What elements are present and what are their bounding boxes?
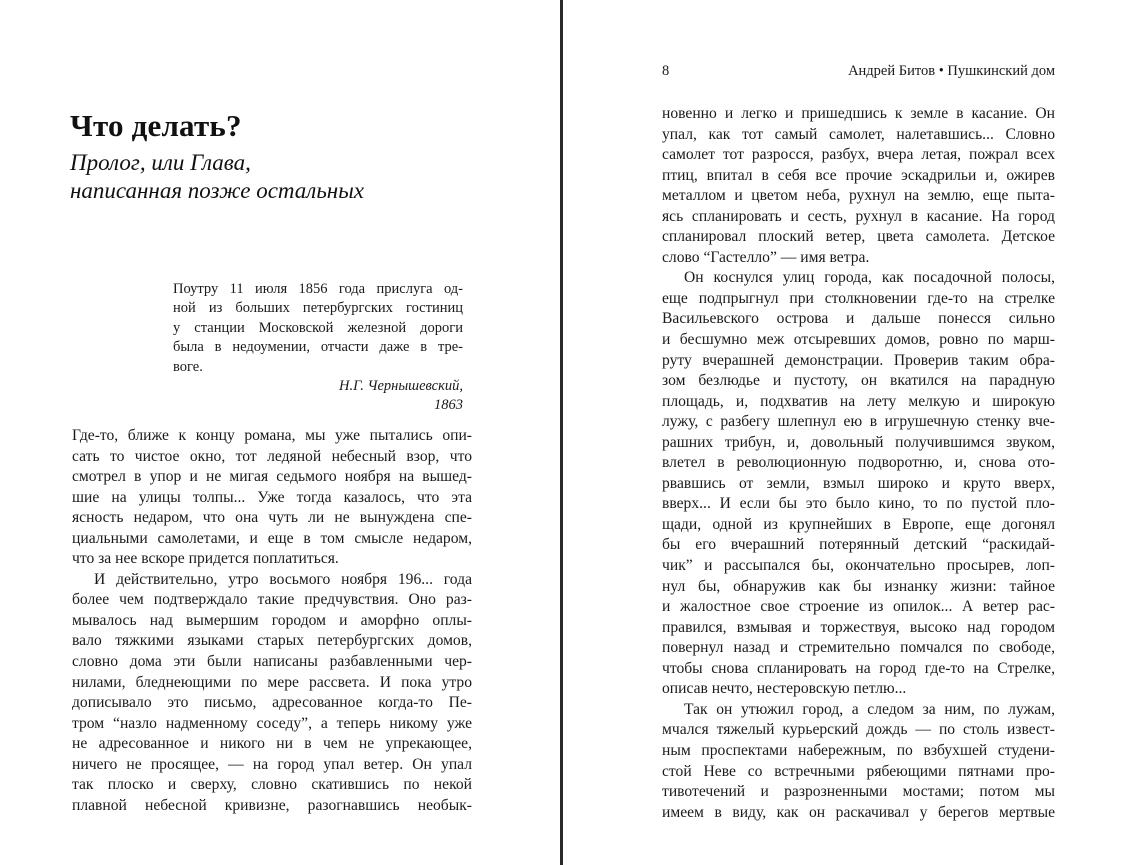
text-line: плавной небесной кривизне, разогнавшись необык- bbox=[72, 796, 472, 814]
text-line: птиц, впитал в себя все прочие эскадрильи и, ожирев bbox=[662, 166, 1055, 184]
text-line: и бесшумно меж отсыревших домов, ровно по марш- bbox=[662, 331, 1055, 349]
text-line: спланировал плоский ветер, цвета самолета. Детское bbox=[662, 228, 1055, 246]
text-line: вало тяжкими языками старых петербургских домов, bbox=[72, 632, 472, 650]
text-line: И действительно, утро восьмого ноября 196... года bbox=[94, 570, 472, 588]
text-line: ясь спланировать и сесть, рухнул в касание. На город bbox=[662, 207, 1055, 225]
text-line: слово “Гастелло” — имя ветра. bbox=[662, 248, 870, 266]
text-line: площадь, и, подхватив на лету мелкую и широкую bbox=[662, 392, 1055, 410]
text-line: ничего не просящее, — на город упал ветер. Он упал bbox=[72, 755, 472, 773]
text-line: словно дома эти были написаны разбавленными чер- bbox=[72, 653, 472, 671]
epigraph-author: Н.Г. Чернышевский, bbox=[338, 378, 463, 395]
subtitle-line: написанная позже остальных bbox=[70, 178, 364, 203]
text-line: рашних трибун, и, довольный получившимся звуком, bbox=[662, 433, 1055, 451]
text-line: металлом и цветом неба, рухнул на землю, еще пыта- bbox=[662, 187, 1055, 205]
epigraph-line: Поутру 11 июля 1856 года прислуга од- bbox=[173, 281, 463, 297]
text-line: Васильевского острова и дальше понесся сильно bbox=[662, 310, 1055, 328]
text-line: циальными самолетами, и еще в том смысле недаром, bbox=[72, 529, 472, 547]
body-text-left bbox=[72, 426, 472, 816]
text-line: тивотечений и разрозненными мостами; потом мы bbox=[662, 783, 1055, 801]
text-line: дописывало это письмо, адресованное когда-то Пе- bbox=[72, 694, 472, 712]
text-line: ясность недаром, что она чуть ли не вынуждена спе- bbox=[72, 509, 472, 527]
text-line: новенно и легко и пришедшись к земле в касание. Он bbox=[662, 105, 1055, 122]
text-line: бы его вчерашний потерянный детский “раскидай- bbox=[662, 536, 1055, 554]
text-line: зом безлюдье и пустоту, он вкатился на парадную bbox=[662, 372, 1055, 390]
text-line: нул бы, обнаружив как бы изнанку жизни: тайное bbox=[662, 577, 1055, 595]
text-line: стой Неве со встречными рябеющими пятнами про- bbox=[662, 762, 1055, 780]
text-line: имеем в виду, как он раскачивал у берегов мертвые bbox=[662, 803, 1055, 821]
text-line: шие на улицы толпы... Уже тогда казалось, что эта bbox=[72, 488, 472, 506]
subtitle-line: Пролог, или Глава, bbox=[70, 150, 251, 175]
text-line: вверх... И если бы это было кино, то по пустой пло- bbox=[662, 495, 1055, 513]
text-line: смотрел в упор и не мигая седьмого ноября на вышед- bbox=[72, 468, 472, 486]
text-line: что за нее вскоре придется поплатиться. bbox=[72, 550, 339, 568]
text-line: чтобы снова спланировать на город где-то на Стрелке, bbox=[662, 659, 1055, 677]
epigraph-line: воге. bbox=[173, 358, 203, 375]
text-line: Он коснулся улиц города, как посадочной полосы, bbox=[684, 269, 1055, 287]
text-line: Где-то, ближе к концу романа, мы уже пытались опи- bbox=[72, 427, 472, 444]
body-text-right bbox=[662, 104, 1055, 823]
text-line: правился, взмывая и торжествуя, высоко над городом bbox=[662, 618, 1055, 636]
epigraph-year: 1863 bbox=[434, 397, 463, 414]
text-line: упал, как тот самый самолет, налетавшись... Словно bbox=[662, 125, 1055, 143]
right-page bbox=[563, 0, 1125, 865]
left-page bbox=[0, 0, 560, 865]
text-line: нилами, бледнеющими по мере рассвета. И пока утро bbox=[72, 673, 472, 691]
epigraph-line: ной из больших петербургских гостиниц bbox=[173, 300, 463, 317]
text-line: Так он утюжил город, а следом за ним, по лужам, bbox=[684, 700, 1055, 718]
text-line: не адресованное и никого ни в чем не упрекающее, bbox=[72, 735, 472, 753]
text-line: лужу, с разбегу шлепнул ею в игрушечную стенку вче- bbox=[662, 413, 1055, 431]
text-line: еще подпрыгнул при столкновении где-то на стрелке bbox=[662, 289, 1055, 307]
text-line: мывалось над вымершим городом и аморфно оплы- bbox=[72, 611, 472, 629]
text-line: щади, одной из крупнейших в Европе, еще догонял bbox=[662, 515, 1055, 533]
text-line: тром “назло надменному соседу”, а теперь никому уже bbox=[72, 714, 472, 732]
epigraph-line: у станции Московской железной дороги bbox=[173, 319, 463, 336]
text-line: и жалостное свое строение из опилок... А ветер рас- bbox=[662, 598, 1055, 616]
text-line: сать то чистое окно, тот ледяной небесный взор, что bbox=[72, 447, 472, 465]
epigraph-line: была в недоумении, отчасти даже в тре- bbox=[173, 339, 463, 356]
text-line: самолет тот разросся, разбух, вчера летая, пожрал всех bbox=[662, 146, 1055, 164]
text-line: чик” и рассыпался бы, окончательно просырев, лоп- bbox=[662, 557, 1055, 575]
running-title: Андрей Битов • Пушкинский дом bbox=[848, 63, 1055, 79]
text-line: так плоско и сверху, словно скатившись по некой bbox=[72, 776, 472, 794]
text-line: более чем подтверждало такие предчувствия. Оно раз- bbox=[72, 591, 472, 609]
text-line: мчался тяжелый курьерский дождь — по столь извест- bbox=[662, 721, 1055, 739]
text-line: влетел в революционную подворотню, и, снова ото- bbox=[662, 454, 1055, 472]
epigraph bbox=[173, 280, 463, 416]
page-number: 8 bbox=[662, 63, 670, 79]
text-line: описав нечто, нестеровскую петлю... bbox=[662, 680, 907, 698]
text-line: рвавшись от земли, взмыл широко и круто вверх, bbox=[662, 474, 1055, 492]
chapter-subtitle bbox=[70, 149, 364, 205]
text-line: ным проспектами набережным, по взбухшей студени- bbox=[662, 741, 1055, 759]
chapter-title: Что делать? bbox=[70, 108, 242, 143]
text-line: руту вчерашней демонстрации. Проверив таким обра- bbox=[662, 351, 1055, 369]
text-line: повернул назад и стремительно помчался по свободе, bbox=[662, 639, 1055, 657]
